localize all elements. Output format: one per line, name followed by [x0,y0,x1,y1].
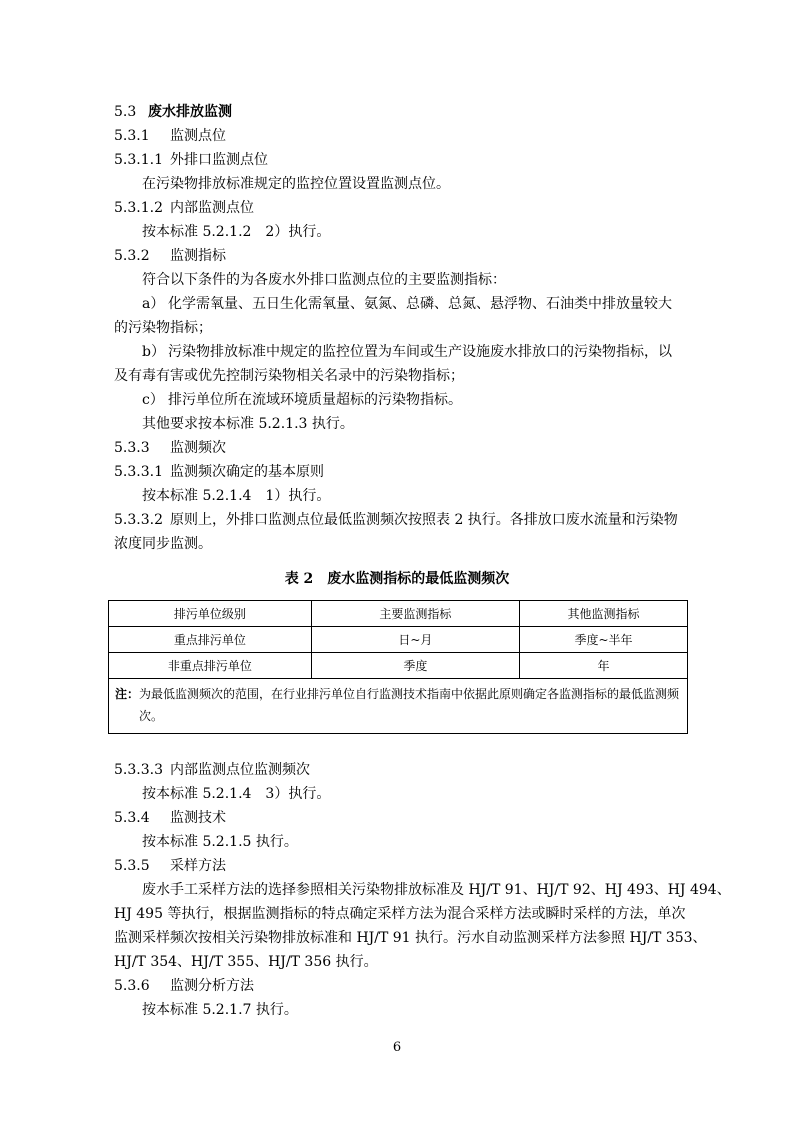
table-header-cell: 主要监测指标 [311,601,519,627]
section-heading-5-3-1-2 [114,196,254,220]
table-cell: 日~月 [311,627,519,653]
paragraph-text: 原则上，外排口监测点位最低监测频次按照表 2 执行。各排放口废水流量和污染物 [170,512,678,528]
section-title: 采样方法 [170,858,226,874]
paragraph: 按本标准 5.2.1.4 1）执行。 [142,488,331,504]
section-number: 5.3.3 [114,440,150,456]
section-heading-5-3-3 [114,436,226,460]
paragraph: 按本标准 5.2.1.5 执行。 [142,834,298,850]
list-item-a-continued: 的污染物指标； [114,320,212,336]
table-row [109,627,688,653]
table-cell: 季度~半年 [520,627,688,653]
table-row [109,653,688,679]
paragraph: 按本标准 5.2.1.7 执行。 [142,1002,298,1018]
section-heading-5-3-1-1 [114,148,268,172]
table-note-line1 [115,683,681,705]
paragraph: 符合以下条件的为各废水外排口监测点位的主要监测指标： [142,272,506,288]
section-title: 内部监测点位 [170,200,254,216]
table-note-row [109,679,688,734]
list-item-a [142,292,672,316]
list-item-b [142,340,672,364]
section-number: 5.3.3.2 [114,512,163,528]
section-title: 外排口监测点位 [170,152,268,168]
list-text: 污染物排放标准中规定的监控位置为车间或生产设施废水排放口的污染物指标，以 [168,344,672,360]
section-number: 5.3.2 [114,248,150,264]
table-cell: 年 [520,653,688,679]
section-heading-5-3-1 [114,124,226,148]
section-heading-5-3-2 [114,244,226,268]
list-label: b） [142,344,165,360]
table-note-line2: 次。 [139,709,164,723]
section-number: 5.3.5 [114,858,150,874]
table-note [109,679,688,734]
section-number: 5.3.4 [114,810,150,826]
list-label: a） [142,296,165,312]
paragraph-line: 废水手工采样方法的选择参照相关污染物排放标准及 HJ/T 91、HJ/T 92、HJ 493、HJ 494、 [142,882,731,898]
section-number: 5.3.6 [114,978,150,994]
list-label: c） [142,392,164,408]
paragraph-line: HJ/T 354、HJ/T 355、HJ/T 356 执行。 [114,954,378,970]
section-title: 监测频次 [170,440,226,456]
section-number: 5.3.3.3 [114,762,163,778]
note-label: 注： [115,687,140,701]
section-title: 废水排放监测 [148,104,232,120]
table-cell: 重点排污单位 [109,627,312,653]
section-title: 监测分析方法 [170,978,254,994]
table-cell: 季度 [311,653,519,679]
section-5-3-3-2 [114,508,678,532]
table-header-row [109,601,688,627]
list-text: 排污单位所在流域环境质量超标的污染物指标。 [168,392,462,408]
note-text: 为最低监测频次的范围，在行业排污单位自行监测技术指南中依据此原则确定各监测指标的最低监测频 [139,687,680,701]
monitoring-frequency-table [108,600,688,734]
paragraph-line: HJ 495 等执行，根据监测指标的特点确定采样方法为混合采样方法或瞬时采样的方法，单次 [114,906,686,922]
paragraph: 按本标准 5.2.1.4 3）执行。 [142,786,331,802]
section-heading-5-3-3-3 [114,758,310,782]
section-title: 监测频次确定的基本原则 [170,464,324,480]
section-heading-5-3 [114,100,232,124]
section-heading-5-3-5 [114,854,226,878]
page-number: 6 [392,1040,402,1055]
paragraph-continued: 浓度同步监测。 [114,536,212,552]
section-number: 5.3.1 [114,128,150,144]
table-caption: 表 2 废水监测指标的最低监测频次 [284,571,510,587]
list-item-b-continued: 及有毒有害或优先控制污染物相关名录中的污染物指标； [114,368,464,384]
section-title: 监测技术 [170,810,226,826]
list-item-c [142,388,462,412]
paragraph-line: 监测采样频次按相关污染物排放标准和 HJ/T 91 执行。污水自动监测采样方法参照 HJ/T 353、 [114,930,707,946]
section-heading-5-3-6 [114,974,254,998]
list-text: 化学需氧量、五日生化需氧量、氨氮、总磷、总氮、悬浮物、石油类中排放量较大 [168,296,672,312]
section-heading-5-3-3-1 [114,460,324,484]
paragraph: 按本标准 5.2.1.2 2）执行。 [142,224,331,240]
section-heading-5-3-4 [114,806,226,830]
table-header-cell: 排污单位级别 [109,601,312,627]
section-title: 监测点位 [170,128,226,144]
section-number: 5.3.3.1 [114,464,163,480]
table-cell: 非重点排污单位 [109,653,312,679]
section-number: 5.3.1.2 [114,200,163,216]
paragraph: 其他要求按本标准 5.2.1.3 执行。 [142,416,354,432]
paragraph: 在污染物排放标准规定的监控位置设置监测点位。 [142,176,450,192]
table-header-cell: 其他监测指标 [520,601,688,627]
section-number: 5.3 [114,104,137,120]
section-number: 5.3.1.1 [114,152,163,168]
section-title: 监测指标 [170,248,226,264]
section-title: 内部监测点位监测频次 [170,762,310,778]
